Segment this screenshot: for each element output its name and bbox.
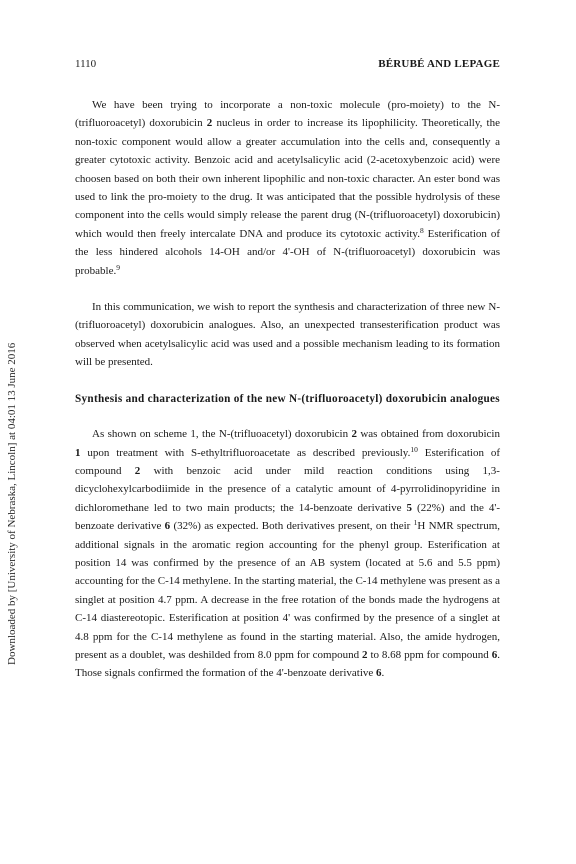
isotope-superscript: 1 bbox=[413, 518, 418, 528]
compound-ref: 2 bbox=[134, 464, 141, 477]
page-number: 1110 bbox=[75, 58, 97, 70]
citation-ref: 8 bbox=[419, 225, 424, 235]
section-heading: Synthesis and characterization of the new N-(trifluoroacetyl) doxorubicin analogues bbox=[75, 392, 500, 405]
article-body bbox=[75, 96, 500, 683]
compound-ref: 2 bbox=[206, 117, 213, 130]
compound-ref: 2 bbox=[362, 648, 368, 661]
paragraph-intro: We have been trying to incorporate a non-toxic molecule (pro-moiety) to the N-(trifluoroacetyl) doxorubicin 2 nucleus in order to increase its lipophilicity. Theoretically, the non-toxic component would allow a greater accumulation into the cells and, consequently a greater cytotoxic activity. Benzoic acid and acetylsalicylic acid (2-acetoxybenzoic acid) were choosen based on both their own inherent lipophilic and non-toxic character. An ester bond was used to link the pro-moiety to the drug. It was anticipated that the possible hydrolysis of these component into the cells would simply release the parent drug (N-(trifluoroacetyl) doxorubicin) which would then freely intercalate DNA and produce its cytotoxic activity.$^8$ Esterification of the less hindered alcohols 14-OH and/or 4'-OH of N-(trifluoroacetyl) doxorubicin was probable.$^9$ bbox=[75, 99, 500, 277]
download-watermark: Downloaded by [University of Nebraska, Lincoln] at 04:01 13 June 2016 bbox=[6, 342, 18, 665]
compound-ref: 6 bbox=[164, 520, 171, 533]
compound-ref: 6 bbox=[491, 648, 498, 661]
running-head: BÉRUBÉ AND LEPAGE bbox=[378, 58, 500, 70]
citation-ref: 9 bbox=[116, 262, 120, 272]
page-header bbox=[75, 58, 500, 70]
paragraph-synthesis: As shown on scheme 1, the N-(trifluoacetyl) doxorubicin 2 was obtained from doxorubicin 1 upon treatment with S-ethyltrifluoroacetate as described previously.$^{10}$ Esterification of compound 2 with benzoic acid under mild reaction conditions using 1,3-dicyclohexylcarbodiimide in the presence of a catalytic amount of 4-pyrrolidinopyridine in dichloromethane led to two main products; the 14-benzoate derivative 5 (22%) and the 4'-benzoate derivative 6 (32%) as expected. Both derivatives present, on their $^1$H NMR spectrum, additional signals in the aromatic region accounting for the phenyl group. Esterification at position 14 was confirmed by the presence of an AB system (located at 5.6 and 5.5 ppm) accounting for the C-14 methylene. In the starting material, the C-14 methylene was present as a singlet at position 4.7 ppm. A decrease in the free rotation of the bonds made the hydrogens at C-14 diastereotopic. Esterification at position 4' was confirmed by the presence of a singlet at 4.8 ppm for the C-14 methylene as found in the starting material. Also, the amide hydrogen, present as a doublet, was deshilded from 8.0 ppm for compound 2 to 8.68 ppm for compound 6. Those signals confirmed the formation of the 4'-benzoate derivative 6. bbox=[75, 428, 501, 680]
compound-ref: 1 bbox=[75, 446, 81, 459]
compound-ref: 2 bbox=[351, 428, 357, 441]
compound-ref: 5 bbox=[406, 501, 413, 514]
paragraph-communication: In this communication, we wish to report the synthesis and characterization of three new N-(trifluoroacetyl) doxorubicin analogues. Also, an unexpected transesterification product was observed when acetylsalicylic acid was used and a possible mechanism leading to its formation will be presented. bbox=[75, 301, 500, 369]
citation-ref: 10 bbox=[410, 444, 418, 454]
compound-ref: 6 bbox=[376, 667, 382, 680]
